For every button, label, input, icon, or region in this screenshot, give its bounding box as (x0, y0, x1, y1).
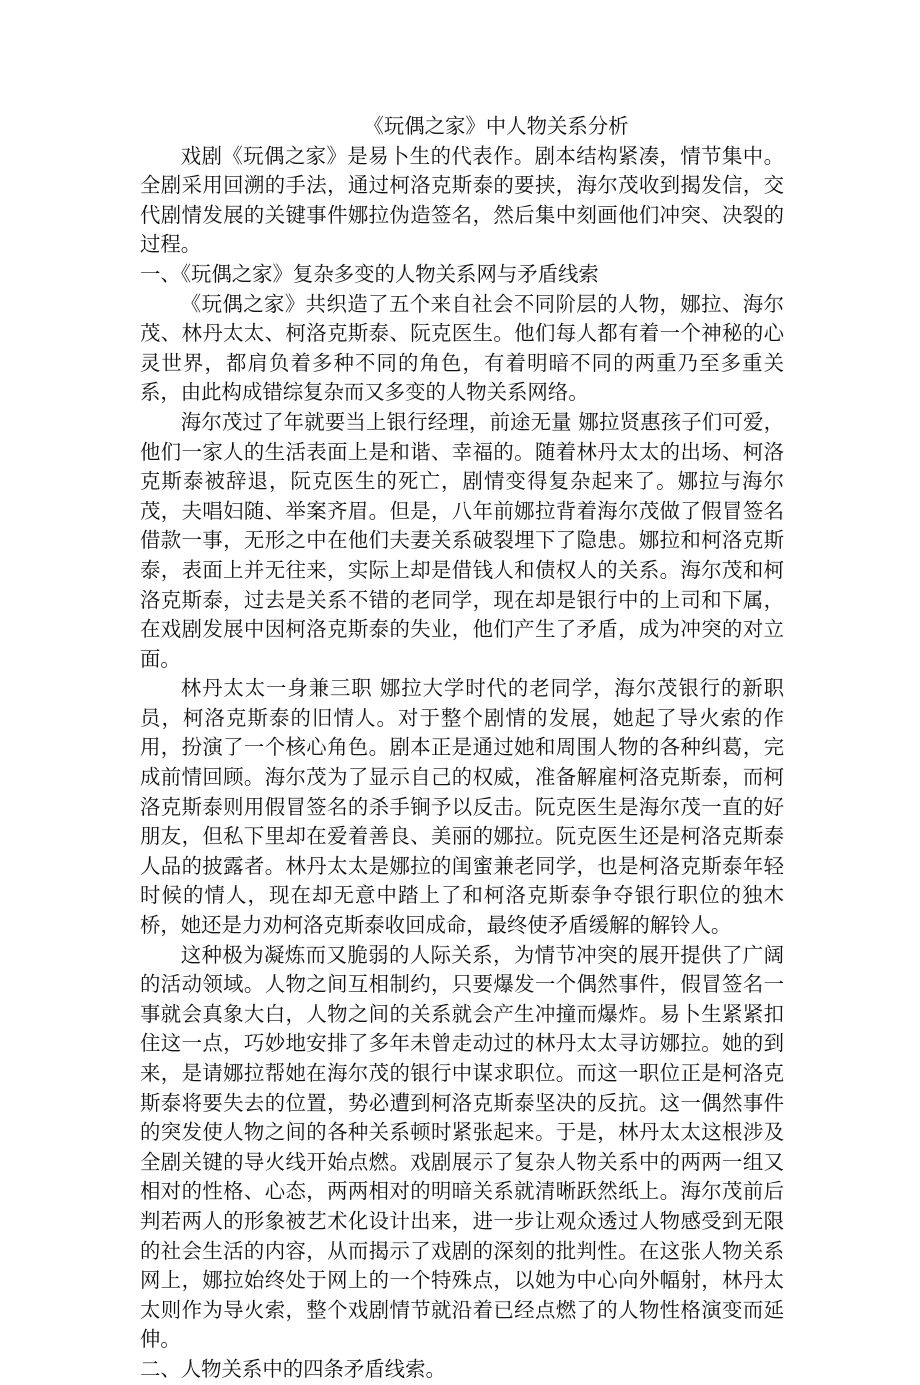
document-title: 《玩偶之家》中人物关系分析 (363, 114, 629, 138)
body-paragraph: 《玩偶之家》共织造了五个来自社会不同阶层的人物，娜拉、海尔茂、林丹太太、柯洛克斯泰、阮克医生。他们每人都有着一个神秘的心灵世界，都肩负着多种不同的角色，有着明暗不同的两重乃至多重关系，由此构成错综复杂而又多变的人物关系网络。 (140, 291, 784, 405)
section-heading-1: 一、《玩偶之家》复杂多变的人物关系网与矛盾线索 (140, 261, 599, 286)
intro-paragraph: 戏剧《玩偶之家》是易卜生的代表作。剧本结构紧凑，情节集中。全剧采用回溯的手法，通过柯洛克斯泰的要挟，海尔茂收到揭发信，交代剧情发展的关键事件娜拉伪造签名，然后集中刻画他们冲突、决裂的过程。 (140, 143, 784, 257)
document-page (140, 112, 784, 1385)
body-paragraph: 这种极为凝炼而又脆弱的人际关系，为情节冲突的展开提供了广阔的活动领域。人物之间互相制约，只要爆发一个偶然事件，假冒签名一事就会真象大白，人物之间的关系就会产生冲撞而爆炸。易卜生紧紧扣住这一点，巧妙地安排了多年未曾走动过的林丹太太寻访娜拉。她的到来，是请娜拉帮她在海尔茂的银行中谋求职位。而这一职位正是柯洛克斯泰将要失去的位置，势必遭到柯洛克斯泰坚决的反抗。这一偶然事件的突发使人物之间的各种关系顿时紧张起来。于是，林丹太太这根涉及全剧关键的导火线开始点燃。戏剧展示了复杂人物关系中的两两一组又相对的性格、心态，两两相对的明暗关系就清晰跃然纸上。海尔茂前后判若两人的形象被艺术化设计出来，进一步让观众透过人物感受到无限的社会生活的内容，从而揭示了戏剧的深刻的批判性。在这张人物关系网上，娜拉始终处于网上的一个特殊点，以她为中心向外幅射，林丹太太则作为导火索，整个戏剧情节就沿着已经点燃了的人物性格演变而延伸。 (140, 942, 784, 1352)
body-paragraph: 林丹太太一身兼三职 娜拉大学时代的老同学，海尔茂银行的新职员，柯洛克斯泰的旧情人。对于整个剧情的发展，她起了导火索的作用，扮演了一个核心角色。剧本正是通过她和周围人物的各种纠葛，完成前情回顾。海尔茂为了显示自己的权威，准备解雇柯洛克斯泰，而柯洛克斯泰则用假冒签名的杀手锏予以反击。阮克医生是海尔茂一直的好朋友，但私下里却在爱着善良、美丽的娜拉。阮克医生还是柯洛克斯泰人品的披露者。林丹太太是娜拉的闺蜜兼老同学，也是柯洛克斯泰年轻时候的情人，现在却无意中踏上了和柯洛克斯泰争夺银行职位的独木桥，她还是力劝柯洛克斯泰收回成命，最终使矛盾缓解的解铃人。 (140, 676, 784, 938)
body-paragraph: 海尔茂过了年就要当上银行经理，前途无量 娜拉贤惠孩子们可爱，他们一家人的生活表面上是和谐、幸福的。随着林丹太太的出场、柯洛克斯泰被辞退，阮克医生的死亡，剧情变得复杂起来了。娜拉与海尔茂，夫唱妇随、举案齐眉。但是，八年前娜拉背着海尔茂做了假冒签名借款一事，无形之中在他们夫妻关系破裂埋下了隐患。娜拉和柯洛克斯泰，表面上并无往来，实际上却是借钱人和债权人的关系。海尔茂和柯洛克斯泰，过去是关系不错的老同学，现在却是银行中的上司和下属，在戏剧发展中因柯洛克斯泰的失业，他们产生了矛盾，成为冲突的对立面。 (140, 409, 784, 671)
section-heading-2: 二、人物关系中的四条矛盾线索。 (140, 1356, 446, 1381)
